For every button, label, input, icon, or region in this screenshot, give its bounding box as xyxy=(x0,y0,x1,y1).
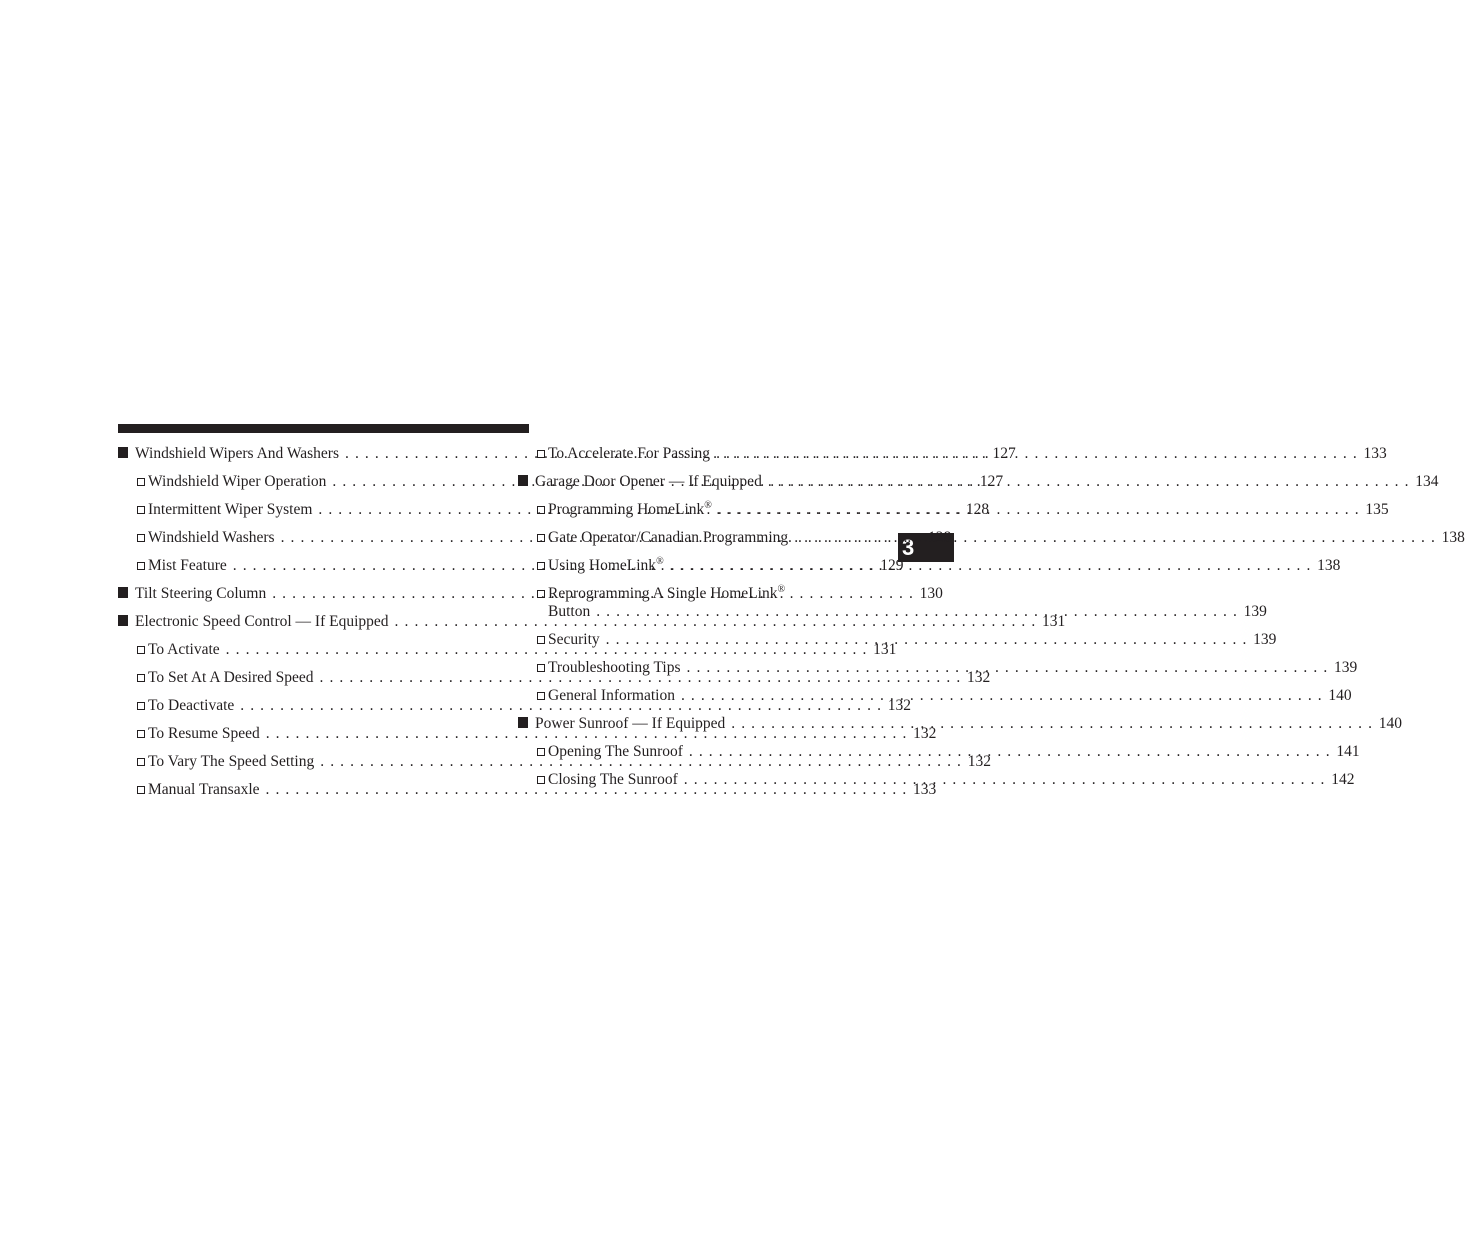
hollow-square-bullet-icon xyxy=(537,562,545,570)
dot-leader xyxy=(681,687,1322,705)
toc-page-number: 132 xyxy=(966,669,991,686)
registered-mark: ® xyxy=(704,499,712,511)
hollow-square-bullet-icon xyxy=(537,664,545,672)
toc-page-number: 134 xyxy=(1415,473,1439,490)
hollow-square-bullet-icon xyxy=(137,758,145,766)
toc-entry-label: Mist Feature xyxy=(148,557,227,574)
toc-entry-label: To Accelerate For Passing xyxy=(548,445,711,462)
toc-entry-label: Programming HomeLink® xyxy=(548,499,712,518)
hollow-square-bullet-icon xyxy=(137,786,145,794)
toc-entry-label: To Set At A Desired Speed xyxy=(148,669,314,686)
registered-mark: ® xyxy=(777,583,786,595)
hollow-square-bullet-icon xyxy=(137,674,145,682)
hollow-square-bullet-icon xyxy=(137,562,145,570)
dot-leader xyxy=(606,631,1247,649)
toc-entry-label: Windshield Wiper Operation xyxy=(148,473,327,490)
toc-entry-label-continued: Button xyxy=(548,603,591,620)
toc-page-number: 131 xyxy=(1041,613,1066,630)
toc-entry-label: Opening The Sunroof xyxy=(548,743,683,760)
toc-entry-line1 xyxy=(548,585,1267,603)
hollow-square-bullet-icon xyxy=(137,730,145,738)
chapter-tab: 3 xyxy=(898,533,954,562)
section-top-rule xyxy=(118,424,529,433)
toc-entry-label: Manual Transaxle xyxy=(148,781,260,798)
toc-page-number: 135 xyxy=(1365,501,1389,518)
hollow-square-bullet-icon xyxy=(137,646,145,654)
toc-page-number: 131 xyxy=(873,641,897,658)
toc-page-number: 140 xyxy=(1328,687,1352,704)
hollow-square-bullet-icon xyxy=(537,450,545,458)
registered-mark: ® xyxy=(656,555,664,567)
toc-page-number: 133 xyxy=(1363,445,1387,462)
filled-square-bullet-icon xyxy=(118,615,128,626)
toc-entry-label: Intermittent Wiper System xyxy=(148,501,313,518)
hollow-square-bullet-icon xyxy=(537,692,545,700)
hollow-square-bullet-icon xyxy=(537,534,545,542)
toc-entry[interactable] xyxy=(518,631,1277,659)
toc-page-number: 138 xyxy=(1317,557,1341,574)
hollow-square-bullet-icon xyxy=(537,590,545,598)
toc-page-number: 139 xyxy=(1333,659,1358,676)
hollow-square-bullet-icon xyxy=(537,636,545,644)
dot-leader xyxy=(794,529,1435,547)
toc-page-number: 127 xyxy=(979,473,1004,490)
dot-leader xyxy=(768,473,1409,491)
toc-page-number: 132 xyxy=(967,753,991,770)
dot-leader xyxy=(670,557,1311,575)
toc-page-number: 130 xyxy=(919,585,943,602)
dot-leader xyxy=(716,445,1357,463)
toc-entry-label: General Information xyxy=(548,687,675,704)
toc-entry[interactable] xyxy=(118,781,937,809)
toc-entry-label: Security xyxy=(548,631,600,648)
toc-entry-label: To Deactivate xyxy=(148,697,235,714)
filled-square-bullet-icon xyxy=(518,475,528,486)
toc-page-number: 128 xyxy=(928,529,952,546)
toc-page-number: 132 xyxy=(887,697,911,714)
toc-page-number: 140 xyxy=(1378,715,1402,732)
hollow-square-bullet-icon xyxy=(137,534,145,542)
toc-entry-label: Garage Door Opener — If Equipped xyxy=(535,473,762,490)
toc-entry-label: To Vary The Speed Setting xyxy=(148,753,315,770)
toc-entry-label: Troubleshooting Tips xyxy=(548,659,681,676)
toc-page-number: 132 xyxy=(913,725,937,742)
dot-leader xyxy=(689,743,1330,761)
dot-leader xyxy=(718,501,1359,519)
toc-entry-label: Gate Operator/Canadian Programming xyxy=(548,529,789,546)
filled-square-bullet-icon xyxy=(518,717,528,728)
toc-entry-label: To Resume Speed xyxy=(148,725,260,742)
toc-entry-label: Windshield Washers xyxy=(148,529,275,546)
toc-entry-label: Windshield Wipers And Washers xyxy=(135,445,340,462)
toc-page-number: 141 xyxy=(1336,743,1360,760)
dot-leader xyxy=(731,715,1372,733)
toc-entry-label: Closing The Sunroof xyxy=(548,771,678,788)
hollow-square-bullet-icon xyxy=(537,748,545,756)
toc-entry-label: Reprogramming A Single HomeLink® xyxy=(548,583,786,602)
filled-square-bullet-icon xyxy=(118,447,128,458)
toc-entry-label: Power Sunroof — If Equipped xyxy=(535,715,726,732)
hollow-square-bullet-icon xyxy=(137,702,145,710)
toc-entry-label: To Activate xyxy=(148,641,220,658)
filled-square-bullet-icon xyxy=(118,587,128,598)
toc-page-number: 128 xyxy=(965,501,990,518)
toc-entry-wrap xyxy=(548,585,1267,621)
hollow-square-bullet-icon xyxy=(537,776,545,784)
toc-entry-label: Electronic Speed Control — If Equipped xyxy=(135,613,389,630)
dot-leader xyxy=(596,603,1237,621)
hollow-square-bullet-icon xyxy=(137,506,145,514)
hollow-square-bullet-icon xyxy=(137,478,145,486)
toc-page-number: 127 xyxy=(992,445,1016,462)
toc-page-number: 139 xyxy=(1253,631,1277,648)
toc-entry-label: Tilt Steering Column xyxy=(135,585,267,602)
dot-leader xyxy=(687,659,1328,677)
toc-page-number: 138 xyxy=(1441,529,1465,546)
toc-page-number: 129 xyxy=(880,557,904,574)
toc-page-number: 139 xyxy=(1243,603,1267,620)
toc-entry-line2 xyxy=(548,603,1267,621)
toc-page-number: 142 xyxy=(1331,771,1355,788)
dot-leader xyxy=(684,771,1325,789)
hollow-square-bullet-icon xyxy=(537,506,545,514)
toc-page-number: 133 xyxy=(912,781,937,798)
toc-entry-label: Using HomeLink® xyxy=(548,555,664,574)
